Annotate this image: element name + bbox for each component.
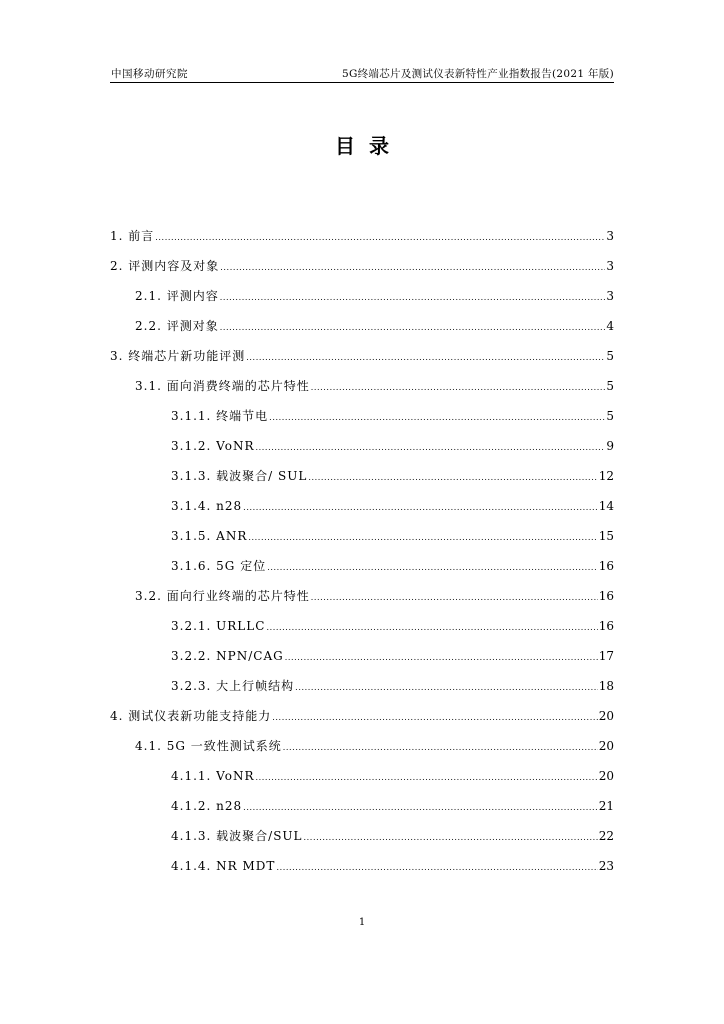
toc-dot-leader: [266, 613, 597, 643]
toc-entry[interactable]: [110, 731, 614, 761]
toc-entry-page: 15: [598, 529, 614, 543]
toc-entry-page: 20: [598, 739, 614, 753]
toc-dot-leader: [243, 793, 598, 823]
toc-entry[interactable]: [110, 821, 614, 851]
toc-entry[interactable]: [110, 851, 614, 881]
toc-entry-label: 2.2. 评测对象: [135, 319, 219, 333]
toc-entry[interactable]: [110, 791, 614, 821]
toc-dot-leader: [267, 553, 598, 583]
toc-entry[interactable]: [110, 431, 614, 461]
toc-entry-label: 2.1. 评测内容: [135, 289, 219, 303]
toc-entry[interactable]: [110, 251, 614, 281]
toc-entry-label: 3.1.1. 终端节电: [171, 409, 269, 423]
header-organization: 中国移动研究院: [111, 68, 188, 80]
toc-dot-leader: [220, 253, 605, 283]
toc-entry-label: 4. 测试仪表新功能支持能力: [110, 709, 272, 723]
toc-dot-leader: [155, 223, 605, 253]
toc-dot-leader: [220, 283, 606, 313]
toc-entry-page: 9: [606, 439, 614, 453]
toc-entry-label: 3.1.4. n28: [171, 499, 243, 513]
toc-entry[interactable]: [110, 401, 614, 431]
toc-dot-leader: [256, 433, 606, 463]
toc-heading: 目录: [335, 134, 403, 158]
toc-entry[interactable]: [110, 641, 614, 671]
toc-dot-leader: [311, 583, 598, 613]
toc-entry-label: 4.1. 5G 一致性测试系统: [135, 739, 282, 753]
toc-entry-page: 5: [606, 379, 614, 393]
toc-dot-leader: [295, 673, 598, 703]
toc-entry-label: 3.1.3. 载波聚合/ SUL: [171, 469, 308, 483]
toc-entry-page: 17: [598, 649, 614, 663]
toc-entry-page: 20: [598, 769, 614, 783]
toc-entry-label: 3. 终端芯片新功能评测: [110, 349, 246, 363]
header-divider: [110, 82, 614, 83]
toc-dot-leader: [308, 463, 597, 493]
toc-entry-page: 3: [606, 289, 614, 303]
toc-entry-page: 3: [606, 229, 614, 243]
toc-entry-page: 22: [598, 829, 614, 843]
toc-entry[interactable]: [110, 311, 614, 341]
toc-dot-leader: [246, 343, 605, 373]
toc-dot-leader: [269, 403, 605, 433]
toc-entry-label: 3.1.2. VoNR: [171, 439, 255, 453]
toc-dot-leader: [311, 373, 606, 403]
table-of-contents: [110, 221, 614, 881]
toc-entry-page: 20: [598, 709, 614, 723]
toc-dot-leader: [272, 703, 597, 733]
toc-entry[interactable]: [110, 761, 614, 791]
toc-entry[interactable]: [110, 611, 614, 641]
toc-entry-label: 3.1.6. 5G 定位: [171, 559, 267, 573]
toc-entry-page: 3: [606, 259, 614, 273]
toc-entry-label: 3.2.1. URLLC: [171, 619, 266, 633]
toc-dot-leader: [285, 643, 598, 673]
toc-entry-label: 3.2.2. NPN/CAG: [171, 649, 284, 663]
toc-entry-page: 12: [598, 469, 614, 483]
toc-entry[interactable]: [110, 281, 614, 311]
toc-entry[interactable]: [110, 521, 614, 551]
toc-entry-label: 4.1.2. n28: [171, 799, 243, 813]
toc-entry-label: 2. 评测内容及对象: [110, 259, 220, 273]
toc-entry-page: 16: [598, 559, 614, 573]
toc-entry-label: 4.1.1. VoNR: [171, 769, 255, 783]
toc-entry[interactable]: [110, 371, 614, 401]
toc-dot-leader: [304, 823, 598, 853]
toc-entry-page: 4: [606, 319, 614, 333]
toc-dot-leader: [276, 853, 597, 883]
toc-entry-label: 4.1.4. NR MDT: [171, 859, 276, 873]
toc-entry-label: 3.2.3. 大上行帧结构: [171, 679, 295, 693]
toc-entry-page: 5: [606, 349, 614, 363]
toc-dot-leader: [248, 523, 597, 553]
page-number: 1: [358, 917, 366, 928]
toc-entry[interactable]: [110, 551, 614, 581]
toc-entry-page: 14: [598, 499, 614, 513]
toc-dot-leader: [256, 763, 598, 793]
toc-dot-leader: [243, 493, 598, 523]
header-report-title: 5G终端芯片及测试仪表新特性产业指数报告(2021 年版): [341, 68, 614, 80]
toc-entry-label: 4.1.3. 载波聚合/SUL: [171, 829, 303, 843]
toc-entry[interactable]: [110, 341, 614, 371]
toc-entry[interactable]: [110, 491, 614, 521]
toc-entry[interactable]: [110, 221, 614, 251]
toc-entry[interactable]: [110, 671, 614, 701]
toc-entry-page: 16: [598, 589, 614, 603]
toc-dot-leader: [220, 313, 606, 343]
toc-entry[interactable]: [110, 581, 614, 611]
toc-entry-page: 23: [598, 859, 614, 873]
toc-entry[interactable]: [110, 461, 614, 491]
toc-dot-leader: [283, 733, 598, 763]
toc-entry-label: 1. 前言: [110, 229, 155, 243]
toc-entry-label: 3.2. 面向行业终端的芯片特性: [135, 589, 310, 603]
toc-entry-page: 18: [598, 679, 614, 693]
toc-entry-label: 3.1. 面向消费终端的芯片特性: [135, 379, 310, 393]
toc-entry[interactable]: [110, 701, 614, 731]
toc-entry-page: 5: [606, 409, 614, 423]
toc-entry-label: 3.1.5. ANR: [171, 529, 248, 543]
toc-entry-page: 21: [598, 799, 614, 813]
toc-entry-page: 16: [598, 619, 614, 633]
